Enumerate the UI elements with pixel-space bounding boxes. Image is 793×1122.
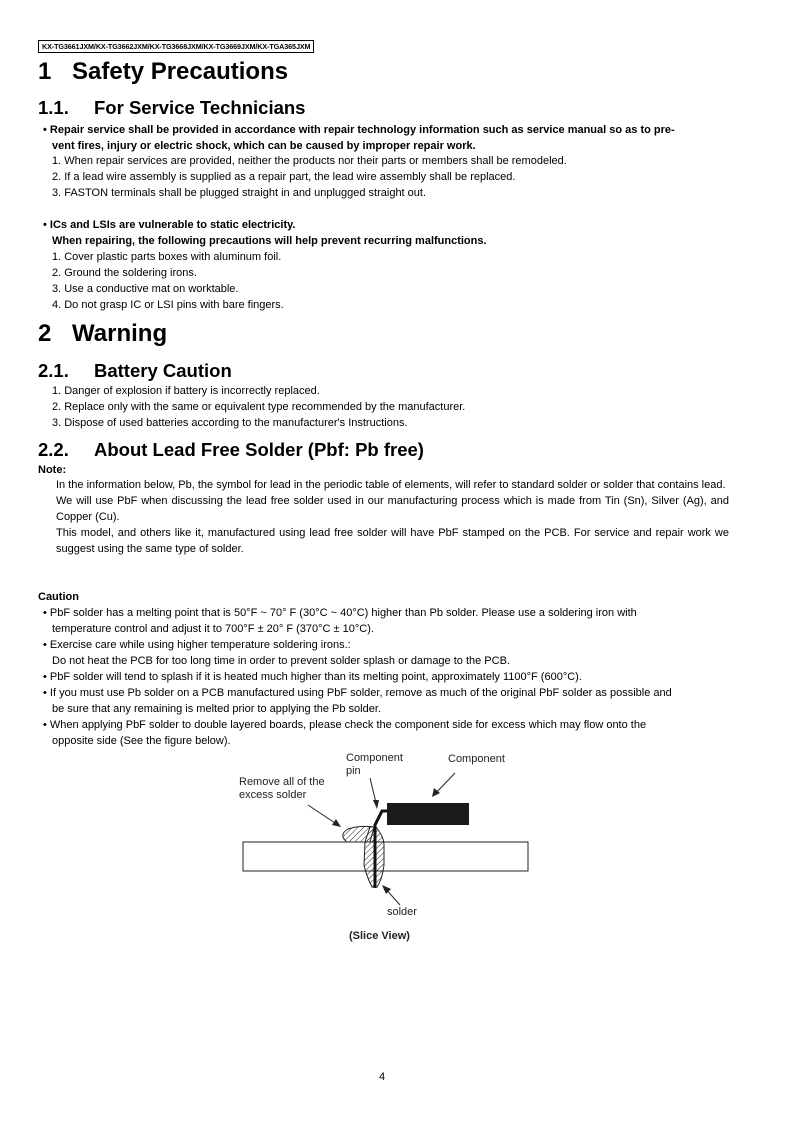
- bullet-text: vent fires, injury or electric shock, which can be caused by improper repair work.: [52, 140, 476, 152]
- label-line: excess solder: [239, 789, 307, 801]
- caution-line: be sure that any remaining is melted prior to applying the Pb solder.: [52, 703, 381, 715]
- label-component-pin: [346, 752, 403, 778]
- caution-line: • PbF solder has a melting point that is 50°F ~ 70° F (30°C ~ 40°C) higher than Pb solder. Please use a soldering iron with: [43, 607, 637, 619]
- note-block: [56, 477, 729, 557]
- figure-caption: (Slice View): [349, 930, 410, 942]
- list-item: 2. Ground the soldering irons.: [52, 267, 197, 279]
- list-item: 1. Cover plastic parts boxes with aluminum foil.: [52, 251, 282, 263]
- arrow-excess: [308, 805, 338, 825]
- section-1-heading: [38, 58, 288, 86]
- page-number: 4: [379, 1071, 386, 1083]
- caution-line: Do not heat the PCB for too long time in order to prevent solder splash or damage to the PCB.: [52, 655, 510, 667]
- section-number: 2: [38, 320, 52, 347]
- list-item: 2. Replace only with the same or equivalent type recommended by the manufacturer.: [52, 401, 466, 413]
- label-solder: solder: [387, 906, 417, 918]
- bullet-text: • ICs and LSIs are vulnerable to static electricity.: [43, 219, 296, 231]
- section-2-1-heading: [38, 360, 232, 382]
- section-title: About Lead Free Solder (Pbf: Pb free): [94, 439, 424, 460]
- note-paragraph: This model, and others like it, manufactured using lead free solder will have PbF stamped on the PCB. For service and repair work we suggest using the same type of solder.: [56, 527, 729, 555]
- label-remove-excess: [239, 776, 325, 802]
- section-title: Warning: [72, 320, 168, 347]
- list-item: 1. When repair services are provided, neither the products nor their parts or members shall be remodeled.: [52, 155, 567, 167]
- bullet-text: When repairing, the following precautions will help prevent recurring malfunctions.: [52, 235, 487, 247]
- list-item: 3. FASTON terminals shall be plugged straight in and unplugged straight out.: [52, 187, 427, 199]
- caution-line: • When applying PbF solder to double layered boards, please check the component side for excess which may flow onto the: [43, 719, 647, 731]
- list-item: 3. Use a conductive mat on worktable.: [52, 283, 239, 295]
- section-2-2-heading: [38, 439, 424, 461]
- list-item: 2. If a lead wire assembly is supplied as a repair part, the lead wire assembly shall be replaced.: [52, 171, 516, 183]
- model-header: KX-TG3661JXM/KX-TG3662JXM/KX-TG3668JXM/KX-TG3669JXM/KX-TGA365JXM: [38, 40, 314, 53]
- note-label: Note:: [38, 464, 67, 476]
- caution-line: opposite side (See the figure below).: [52, 735, 231, 747]
- section-number: 2.1.: [38, 360, 69, 381]
- caution-line: temperature control and adjust it to 700°F ± 20° F (370°C ± 10°C).: [52, 623, 374, 635]
- label-line: Remove all of the: [239, 776, 325, 788]
- caution-line: • If you must use Pb solder on a PCB manufactured using PbF solder, remove as much of the original PbF solder as possible and: [43, 687, 672, 699]
- caution-label: Caution: [38, 591, 79, 603]
- section-1-1-heading: [38, 97, 305, 119]
- section-title: For Service Technicians: [94, 97, 306, 118]
- section-2-heading: [38, 320, 167, 348]
- list-item: 4. Do not grasp IC or LSI pins with bare fingers.: [52, 299, 284, 311]
- section-number: 1.1.: [38, 97, 69, 118]
- pcb-board: [243, 842, 528, 871]
- bullet-text: • Repair service shall be provided in accordance with repair technology information such as service manual so as to pre-: [43, 124, 675, 136]
- section-title: Safety Precautions: [72, 58, 289, 85]
- caution-line: • PbF solder will tend to splash if it is heated much higher than its melting point, approximately 1100°F (600°C).: [43, 671, 582, 683]
- section-number: 2.2.: [38, 439, 69, 460]
- label-line: Component: [346, 752, 403, 764]
- list-item: 3. Dispose of used batteries according to the manufacturer's Instructions.: [52, 417, 408, 429]
- component-body: [387, 803, 469, 825]
- note-paragraph: In the information below, Pb, the symbol for lead in the periodic table of elements, will refer to standard solder or solder that contains lead.: [56, 479, 726, 491]
- section-number: 1: [38, 58, 52, 85]
- caution-line: • Exercise care while using higher temperature soldering irons.:: [43, 639, 351, 651]
- list-item: 1. Danger of explosion if battery is incorrectly replaced.: [52, 385, 320, 397]
- label-component: Component: [448, 753, 505, 765]
- label-line: pin: [346, 765, 361, 777]
- note-paragraph: We will use PbF when discussing the lead free solder used in our manufacturing process which is made from Tin (Sn), Silver (Ag), and Copper (Cu).: [56, 495, 729, 523]
- section-title: Battery Caution: [94, 360, 232, 381]
